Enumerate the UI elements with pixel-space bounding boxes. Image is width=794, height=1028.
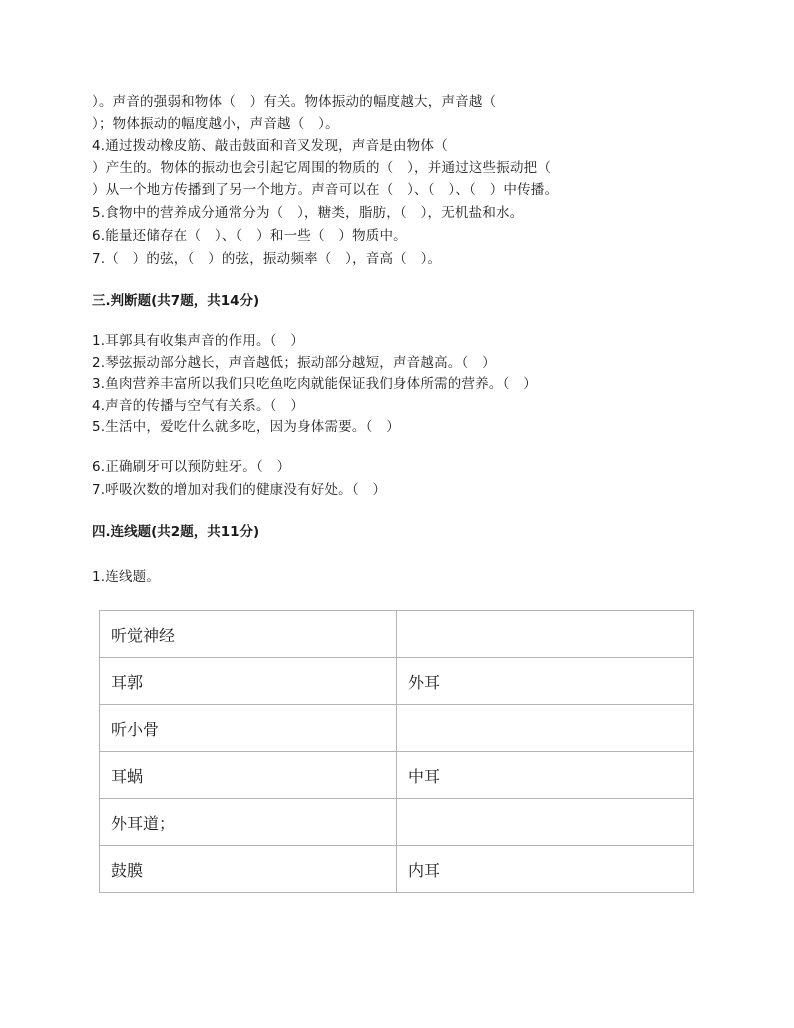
table-row — [100, 752, 694, 799]
match-left-cell: 鼓膜 — [100, 846, 397, 893]
fill-line: ）产生的。物体的振动也会引起它周围的物质的（ ），并通过这些振动把（ — [92, 160, 552, 176]
match-left-cell: 听觉神经 — [100, 611, 397, 658]
judge-item: 3.鱼肉营养丰富所以我们只吃鱼吃肉就能保证我们身体所需的营养。（ ） — [92, 376, 537, 392]
table-row — [100, 658, 694, 705]
judge-item: 5.生活中，爱吃什么就多吃，因为身体需要。（ ） — [92, 419, 400, 435]
judge-item: 4.声音的传播与空气有关系。（ ） — [92, 398, 305, 414]
match-right-cell: 中耳 — [397, 752, 694, 799]
match-right-cell: 外耳 — [397, 658, 694, 705]
section-heading-match: 四.连线题(共2题，共11分) — [92, 524, 260, 540]
fill-line: 6.能量还储存在（ ）、（ ）和一些（ ）物质中。 — [92, 228, 407, 244]
match-left-cell: 听小骨 — [100, 705, 397, 752]
match-question: 1.连线题。 — [92, 569, 161, 585]
section-heading-judge: 三.判断题(共7题，共14分) — [92, 293, 260, 309]
match-right-cell: 内耳 — [397, 846, 694, 893]
fill-line: ）；物体振动的幅度越小，声音越（ ）。 — [92, 116, 339, 132]
table-row — [100, 705, 694, 752]
match-right-cell — [397, 705, 694, 752]
match-right-cell — [397, 799, 694, 846]
judge-item: 1.耳郭具有收集声音的作用。（ ） — [92, 333, 305, 349]
fill-line: 7.（ ）的弦，（ ）的弦，振动频率（ ），音高（ ）。 — [92, 251, 442, 267]
match-right-cell — [397, 611, 694, 658]
judge-item: 2.琴弦振动部分越长，声音越低；振动部分越短，声音越高。（ ） — [92, 355, 496, 371]
table-row — [100, 846, 694, 893]
match-left-cell: 外耳道； — [100, 799, 397, 846]
table-row — [100, 611, 694, 658]
fill-line: ）。声音的强弱和物体（ ）有关。物体振动的幅度越大，声音越（ — [92, 94, 497, 110]
table-row — [100, 799, 694, 846]
judge-item: 7.呼吸次数的增加对我们的健康没有好处。（ ） — [92, 482, 387, 498]
match-left-cell: 耳郭 — [100, 658, 397, 705]
fill-line: 4.通过拨动橡皮筋、敲击鼓面和音叉发现，声音是由物体（ — [92, 138, 448, 154]
fill-line: ）从一个地方传播到了另一个地方。声音可以在（ ）、（ ）、（ ）中传播。 — [92, 182, 559, 198]
judge-item: 6.正确刷牙可以预防蛀牙。（ ） — [92, 459, 291, 475]
matching-table — [99, 610, 694, 893]
match-left-cell: 耳蜗 — [100, 752, 397, 799]
fill-line: 5.食物中的营养成分通常分为（ ），糖类，脂肪，（ ），无机盐和水。 — [92, 205, 524, 221]
